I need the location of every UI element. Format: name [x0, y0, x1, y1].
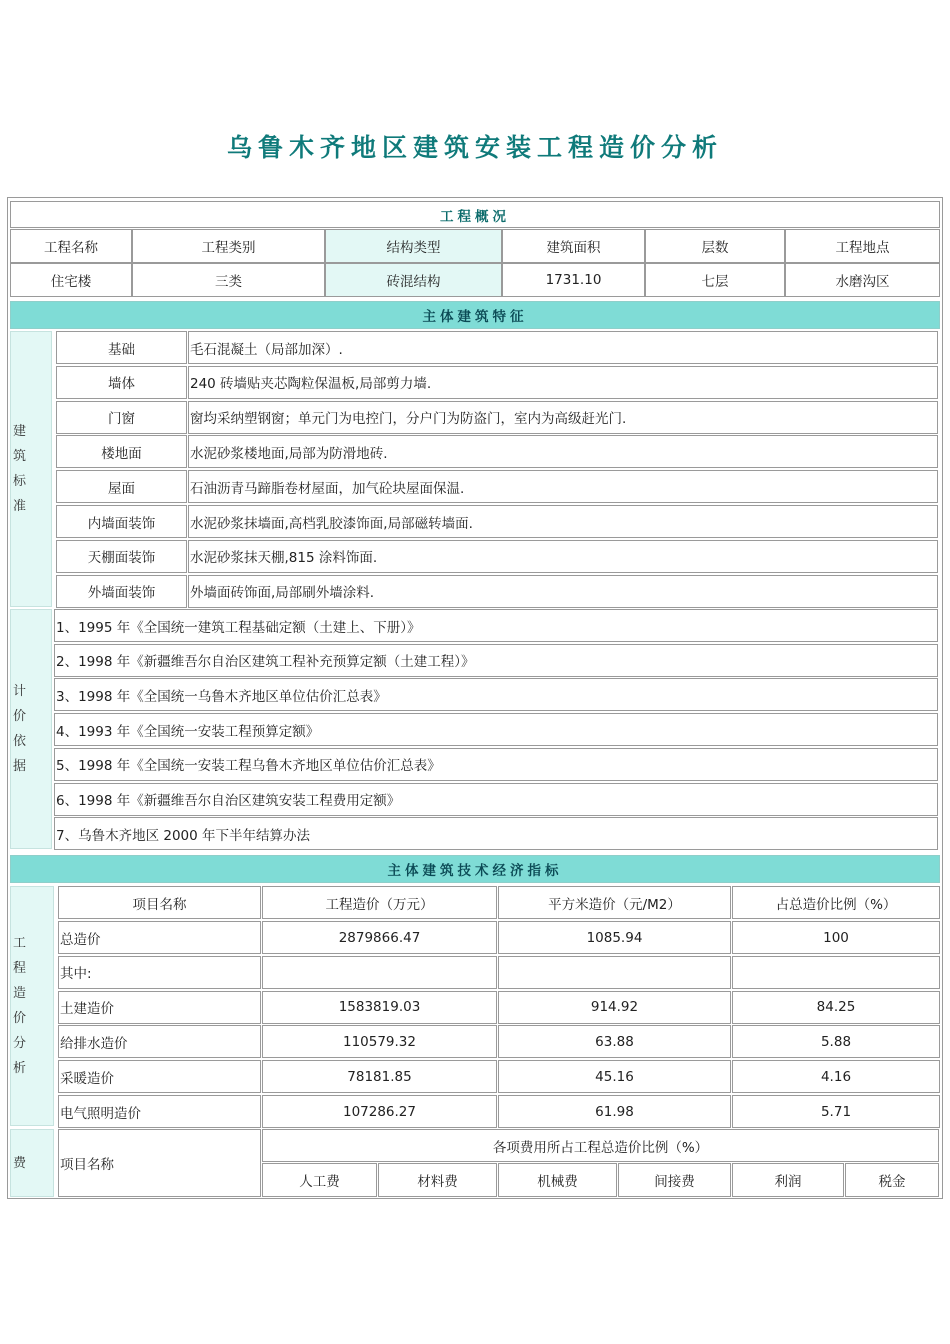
indicator-col-header: 平方米造价（元/M2）	[498, 886, 731, 919]
indicator-value: 1085.94	[498, 921, 731, 954]
feature-name: 墙体	[56, 366, 187, 399]
building-standard-label-char: 建	[13, 424, 27, 439]
indicator-row-name: 给排水造价	[58, 1025, 261, 1058]
pricing-basis-label-char: 据	[13, 759, 27, 774]
pricing-basis-item: 4、1993 年《全国统一安装工程预算定额》	[54, 713, 938, 746]
indicator-value: 84.25	[732, 991, 940, 1024]
pricing-basis-label	[10, 609, 52, 849]
indicator-row-name: 土建造价	[58, 991, 261, 1024]
cost-analysis-label-char: 分	[13, 1036, 27, 1051]
cost-analysis-label-char: 造	[13, 986, 27, 1001]
indicator-value: 2879866.47	[262, 921, 497, 954]
overview-col-header: 层数	[645, 229, 785, 263]
overview-value: 七层	[645, 263, 785, 297]
feature-name: 基础	[56, 331, 187, 364]
building-standard-label-char: 筑	[13, 449, 27, 464]
feature-name: 屋面	[56, 470, 187, 503]
indicator-value: 63.88	[498, 1025, 731, 1058]
feature-desc: 外墙面砖饰面,局部刷外墙涂料.	[188, 575, 938, 608]
overview-col-header: 工程类别	[132, 229, 325, 263]
pricing-basis-item: 6、1998 年《新疆维吾尔自治区建筑安装工程费用定额》	[54, 783, 938, 816]
overview-col-header: 工程名称	[10, 229, 132, 263]
feature-desc: 石油沥青马蹄脂卷材屋面，加气砼块屋面保温.	[188, 470, 938, 503]
feature-desc: 水泥砂浆抹墙面,高档乳胶漆饰面,局部磁转墙面.	[188, 505, 938, 538]
overview-header: 工程概况	[10, 201, 940, 228]
pricing-basis-item: 2、1998 年《新疆维吾尔自治区建筑工程补充预算定额（土建工程）》	[54, 644, 938, 677]
fee-col-header: 材料费	[378, 1163, 497, 1197]
pricing-basis-item: 3、1998 年《全国统一乌鲁木齐地区单位估价汇总表》	[54, 678, 938, 711]
indicator-value: 5.88	[732, 1025, 940, 1058]
feature-name: 门窗	[56, 401, 187, 434]
indicator-value: 107286.27	[262, 1095, 497, 1128]
overview-value: 砖混结构	[325, 263, 502, 297]
fee-label-char: 费	[13, 1155, 27, 1171]
feature-name: 天棚面装饰	[56, 540, 187, 573]
pricing-basis-item: 1、1995 年《全国统一建筑工程基础定额（土建上、下册）》	[54, 609, 938, 642]
pricing-basis-label-char: 价	[13, 709, 27, 724]
indicator-col-header: 项目名称	[58, 886, 261, 919]
pricing-basis-item: 7、乌鲁木齐地区 2000 年下半年结算办法	[54, 817, 938, 850]
indicator-value	[732, 956, 940, 989]
fee-col-header: 利润	[732, 1163, 844, 1197]
indicator-value: 45.16	[498, 1060, 731, 1093]
fee-col-header: 间接费	[618, 1163, 731, 1197]
indicator-value: 4.16	[732, 1060, 940, 1093]
fee-ratio-header: 各项费用所占工程总造价比例（%）	[262, 1129, 939, 1162]
building-standard-label-char: 准	[13, 499, 27, 514]
pricing-basis-label-char: 依	[13, 734, 27, 749]
feature-name: 外墙面装饰	[56, 575, 187, 608]
feature-name: 楼地面	[56, 435, 187, 468]
fee-col-header: 人工费	[262, 1163, 377, 1197]
indicator-value: 1583819.03	[262, 991, 497, 1024]
overview-value: 水磨沟区	[785, 263, 940, 297]
cost-analysis-label	[10, 886, 54, 1126]
overview-value: 1731.10	[502, 263, 645, 297]
overview-value: 住宅楼	[10, 263, 132, 297]
fee-label	[10, 1129, 54, 1197]
indicators-header: 主体建筑技术经济指标	[10, 855, 940, 883]
page-title: 乌鲁木齐地区建筑安装工程造价分析	[226, 133, 723, 162]
pricing-basis-item: 5、1998 年《全国统一安装工程乌鲁木齐地区单位估价汇总表》	[54, 748, 938, 781]
cost-analysis-label-char: 析	[13, 1061, 27, 1076]
indicator-row-name: 采暖造价	[58, 1060, 261, 1093]
features-header: 主体建筑特征	[10, 301, 940, 329]
feature-desc: 水泥砂浆楼地面,局部为防滑地砖.	[188, 435, 938, 468]
indicator-col-header: 占总造价比例（%）	[732, 886, 940, 919]
feature-desc: 240 砖墙贴夹芯陶粒保温板,局部剪力墙.	[188, 366, 938, 399]
indicator-value: 78181.85	[262, 1060, 497, 1093]
indicator-value	[498, 956, 731, 989]
fee-col-header: 税金	[845, 1163, 939, 1197]
indicator-row-name: 总造价	[58, 921, 261, 954]
indicator-value: 914.92	[498, 991, 731, 1024]
feature-desc: 水泥砂浆抹天棚,815 涂料饰面.	[188, 540, 938, 573]
fee-item-name-header: 项目名称	[58, 1129, 261, 1197]
cost-analysis-label-char: 工	[13, 936, 27, 951]
indicator-value: 100	[732, 921, 940, 954]
indicator-col-header: 工程造价（万元）	[262, 886, 497, 919]
fee-col-header: 机械费	[498, 1163, 617, 1197]
overview-col-header: 建筑面积	[502, 229, 645, 263]
indicator-row-name: 电气照明造价	[58, 1095, 261, 1128]
building-standard-label	[10, 331, 52, 607]
indicator-value	[262, 956, 497, 989]
cost-analysis-label-char: 程	[13, 961, 27, 976]
indicator-row-name: 其中:	[58, 956, 261, 989]
overview-col-header: 结构类型	[325, 229, 502, 263]
overview-col-header: 工程地点	[785, 229, 940, 263]
feature-name: 内墙面装饰	[56, 505, 187, 538]
feature-desc: 毛石混凝土（局部加深）.	[188, 331, 938, 364]
overview-value: 三类	[132, 263, 325, 297]
feature-desc: 窗均采纳塑钢窗；单元门为电控门，分户门为防盗门，室内为高级赶光门.	[188, 401, 938, 434]
indicator-value: 110579.32	[262, 1025, 497, 1058]
building-standard-label-char: 标	[13, 474, 27, 489]
cost-analysis-label-char: 价	[13, 1011, 27, 1026]
indicator-value: 5.71	[732, 1095, 940, 1128]
pricing-basis-label-char: 计	[13, 684, 27, 699]
indicator-value: 61.98	[498, 1095, 731, 1128]
